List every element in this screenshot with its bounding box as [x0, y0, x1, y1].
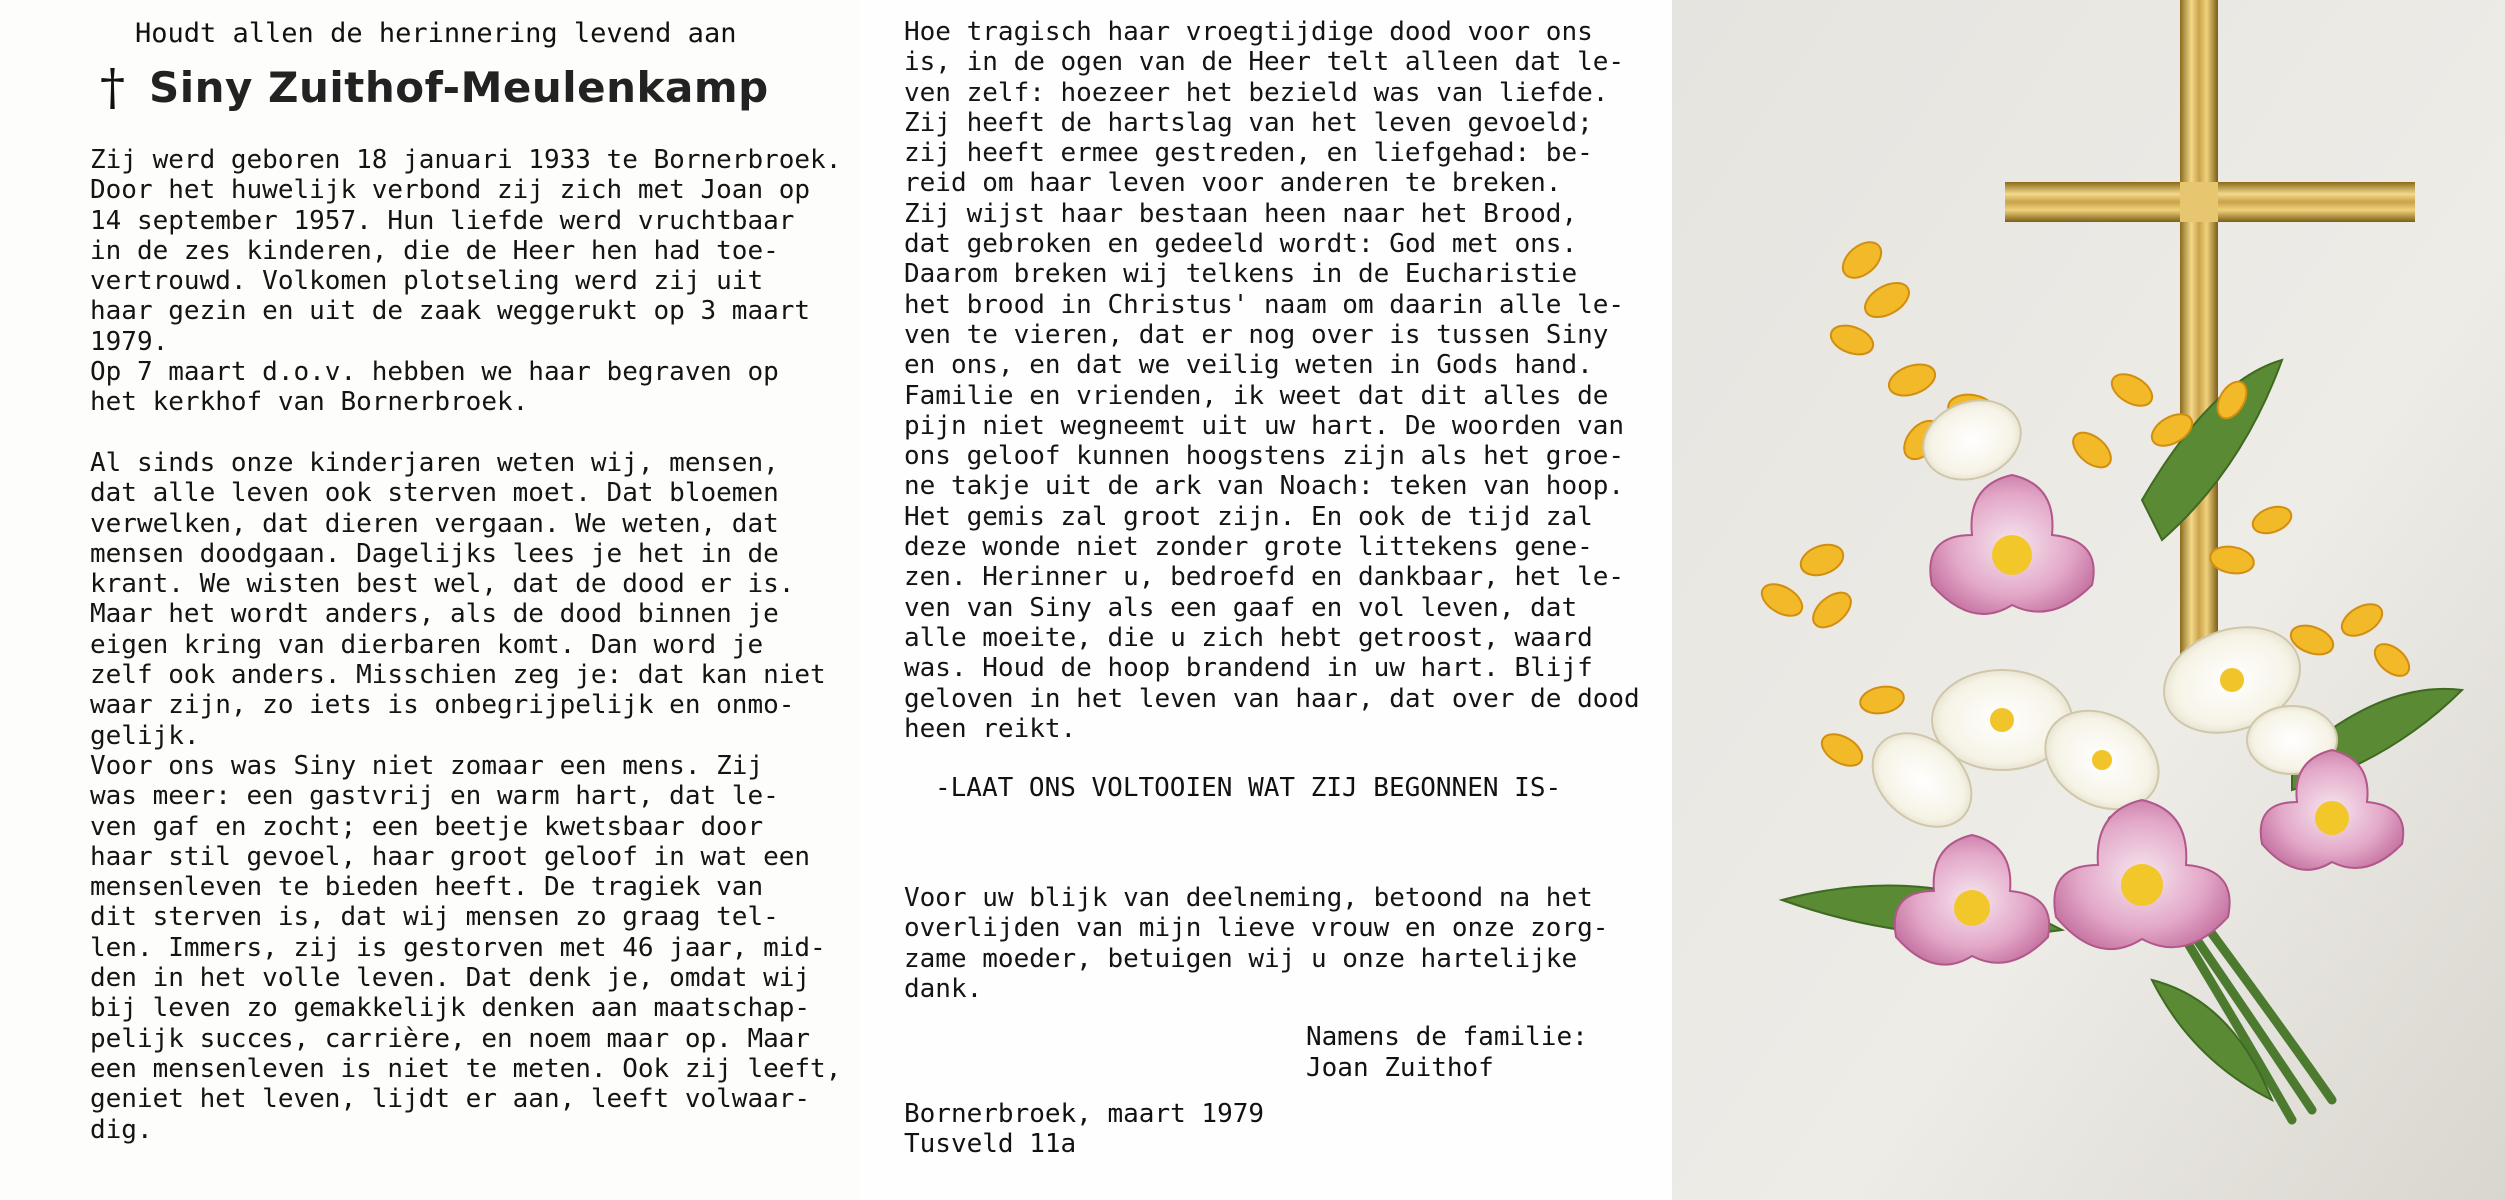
signature-line-1: Namens de familie:: [1306, 1022, 1588, 1052]
intro-text: Houdt allen de herinnering levend aan: [135, 18, 737, 49]
address: Tusveld 11a: [904, 1129, 1077, 1159]
reflection-text: Hoe tragisch haar vroegtijdige dood voor ons is, in de ogen van de Heer telt alleen dat le- ven zelf: hoezeer het bezield was van liefde. Zij heeft de hartslag van het leven gevoeld; zij heeft ermee gestreden, en liefgehad: be- reid om haar leven voor anderen te breken. Zij wijst haar bestaan heen naar het Brood, dat gebroken en gedeeld wordt: God met ons. Daarom breken wij telkens in de Eucharistie het brood in Christus' naam om daarin alle le- ven te vieren, dat er nog over is tussen Siny en ons, en dat we veilig weten in Gods hand. Familie en vrienden, ik weet dat dit alles de pijn niet wegneemt uit uw hart. De woorden van ons geloof kunnen hoogstens zijn als het groe- ne takje uit de ark van Noach: teken van hoop. Het gemis zal groot zijn. En ook de tijd zal deze wonde niet zonder grote littekens gene- zen. Herinner u, bedroefd en dankbaar, het le- ven van Siny als een gaaf en vol leven, dat alle moeite, die u zich hebt getroost, waard was. Houd de hoop brandend in uw hart. Blijf geloven in het leven van haar, dat over de dood heen reikt.: [904, 17, 1640, 744]
signature-line-2: Joan Zuithof: [1306, 1053, 1494, 1083]
cross-flowers-image: [1672, 0, 2505, 1200]
cross-flowers-picture: [1672, 0, 2505, 1200]
deceased-name: Siny Zuithof-Meulenkamp: [149, 62, 769, 112]
place-date: Bornerbroek, maart 1979: [904, 1099, 1265, 1129]
cross-icon: †: [100, 58, 125, 116]
thanks-text: Voor uw blijk van deelneming, betoond na het overlijden van mijn lieve vrouw en onze zorg- zame moeder, betuigen wij u onze hartelijke dank.: [904, 883, 1609, 1004]
left-panel: [0, 0, 860, 1200]
biography-text: Zij werd geboren 18 januari 1933 te Bornerbroek. Door het huwelijk verbond zij zich met Joan op 14 september 1957. Hun liefde werd vruchtbaar in de zes kinderen, die de Heer hen had toe- vertrouwd. Volkomen plotseling werd zij uit haar gezin en uit de zaak weggerukt op 3 maart 1979. Op 7 maart d.o.v. hebben we haar begraven op het kerkhof van Bornerbroek. Al sinds onze kinderjaren weten wij, mensen, dat alle leven ook sterven moet. Dat bloemen verwelken, dat dieren vergaan. We weten, dat mensen doodgaan. Dagelijks lees je het in de krant. We wisten best wel, dat de dood er is. Maar het wordt anders, als de dood binnen je eigen kring van dierbaren komt. Dan word je zelf ook anders. Misschien zeg je: dat kan niet waar zijn, zo iets is onbegrijpelijk en onmo- gelijk. Voor ons was Siny niet zomaar een mens. Zij was meer: een gastvrij en warm hart, dat le- ven gaf en zocht; een beetje kwetsbaar door haar stil gevoel, haar groot geloof in wat een mensenleven te bieden heeft. De tragiek van dit sterven is, dat wij mensen zo graag tel- len. Immers, zij is gestorven met 46 jaar, mid- den in het volle leven. Dat denk je, omdat wij bij leven zo gemakkelijk denken aan maatschap- pelijk succes, carrière, en noem maar op. Maar een mensenleven is niet te meten. Ook zij leeft, geniet het leven, lijdt er aan, leeft volwaar- dig.: [90, 145, 842, 1145]
name-row: [100, 58, 769, 116]
motto: -LAAT ONS VOLTOOIEN WAT ZIJ BEGONNEN IS-: [935, 773, 1562, 803]
